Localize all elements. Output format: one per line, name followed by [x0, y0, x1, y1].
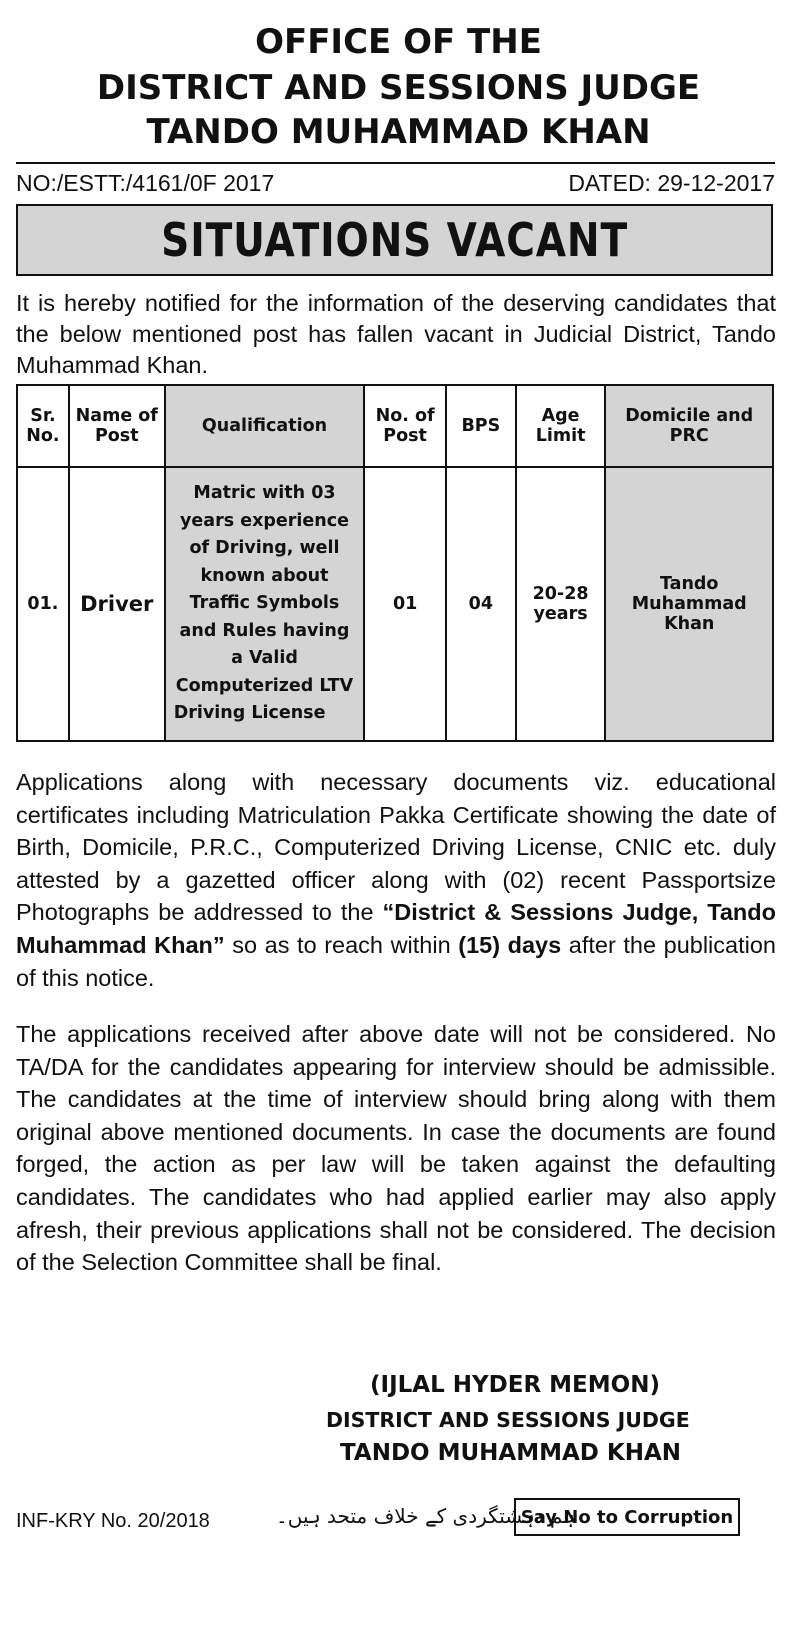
header-bps: BPS: [446, 385, 516, 467]
conditions-paragraph: The applications received after above date will not be considered. No TA/DA for the candidates appearing for interview should be admissible. The candidates at the time of interview should bring along with them original above mentioned documents. In case the documents are found forged, the action as per law will be taken against the defaulting candidates. The candidates who had applied earlier may also apply afresh, their previous applications shall not be considered. The decision of the Selection Committee shall be final.: [16, 1021, 776, 1276]
cell-name-of-post: Driver: [69, 467, 165, 741]
slogan-text: Say No to Corruption: [520, 1506, 734, 1528]
application-instructions-paragraph: [16, 766, 776, 994]
para1-end: after the publication of this notice.: [16, 931, 776, 991]
signatory-title: DISTRICT AND SESSIONS JUDGE: [326, 1408, 690, 1432]
header-domicile: Domicile and PRC: [605, 385, 773, 467]
intro-paragraph: It is hereby notified for the information of the deserving candidates that the below mentioned post has fallen vacant in Judicial District, Tando Muhammad Khan.: [16, 290, 776, 378]
deadline-days: (15) days: [458, 931, 562, 958]
reference-number: NO:/ESTT:/4161/0F 2017: [16, 170, 275, 196]
office-heading-line2: DISTRICT AND SESSIONS JUDGE: [96, 68, 701, 108]
anti-corruption-slogan: [514, 1498, 740, 1536]
footer-reference: INF-KRY No. 20/2018: [16, 1510, 210, 1532]
para1-start: Applications along with necessary documents viz. educational certificates including Matriculation Pakka Certificate showing the date of Birth, Domicile, P.R.C., Computerized Driving License, CNIC etc. duly attested by a gazetted officer along with (02) recent Passportsize Photographs be addressed to the: [16, 769, 776, 926]
cell-sr-no: 01.: [17, 467, 69, 741]
header-no-of-post: No. of Post: [364, 385, 446, 467]
signatory-name: (IJLAL HYDER MEMON): [370, 1372, 660, 1398]
table-row: [17, 467, 773, 741]
table-header-row: [17, 385, 773, 467]
signatory-place: TANDO MUHAMMAD KHAN: [340, 1440, 682, 1466]
urdu-slogan: ہم دہشتگردی کے خلاف متحد ہیں۔: [276, 1504, 576, 1528]
addressee: “District & Sessions Judge, Tando Muhammad Khan”: [16, 899, 776, 958]
header-sr-no: Sr. No.: [17, 385, 69, 467]
header-name-of-post: Name of Post: [69, 385, 165, 467]
cell-age-limit: 20-28 years: [516, 467, 606, 741]
header-age-limit: Age Limit: [516, 385, 606, 467]
reference-date: DATED: 29-12-2017: [568, 170, 775, 196]
situations-vacant-banner: [16, 204, 773, 276]
cell-bps: 04: [446, 467, 516, 741]
office-heading-line3: TANDO MUHAMMAD KHAN: [146, 112, 651, 152]
cell-qualification: Matric with 03 years experience of Driving, well known about Traffic Symbols and Rules having a Valid Computerized LTV Driving License: [165, 467, 365, 741]
cell-domicile: Tando Muhammad Khan: [605, 467, 773, 741]
cell-no-of-post: 01: [364, 467, 446, 741]
header-qualification: Qualification: [165, 385, 365, 467]
vacancy-table: [16, 384, 774, 742]
banner-title: SITUATIONS VACANT: [161, 213, 628, 267]
office-heading-line1: OFFICE OF THE: [255, 22, 542, 62]
para1-mid: so as to reach within: [224, 931, 459, 958]
header-divider: [16, 162, 775, 164]
